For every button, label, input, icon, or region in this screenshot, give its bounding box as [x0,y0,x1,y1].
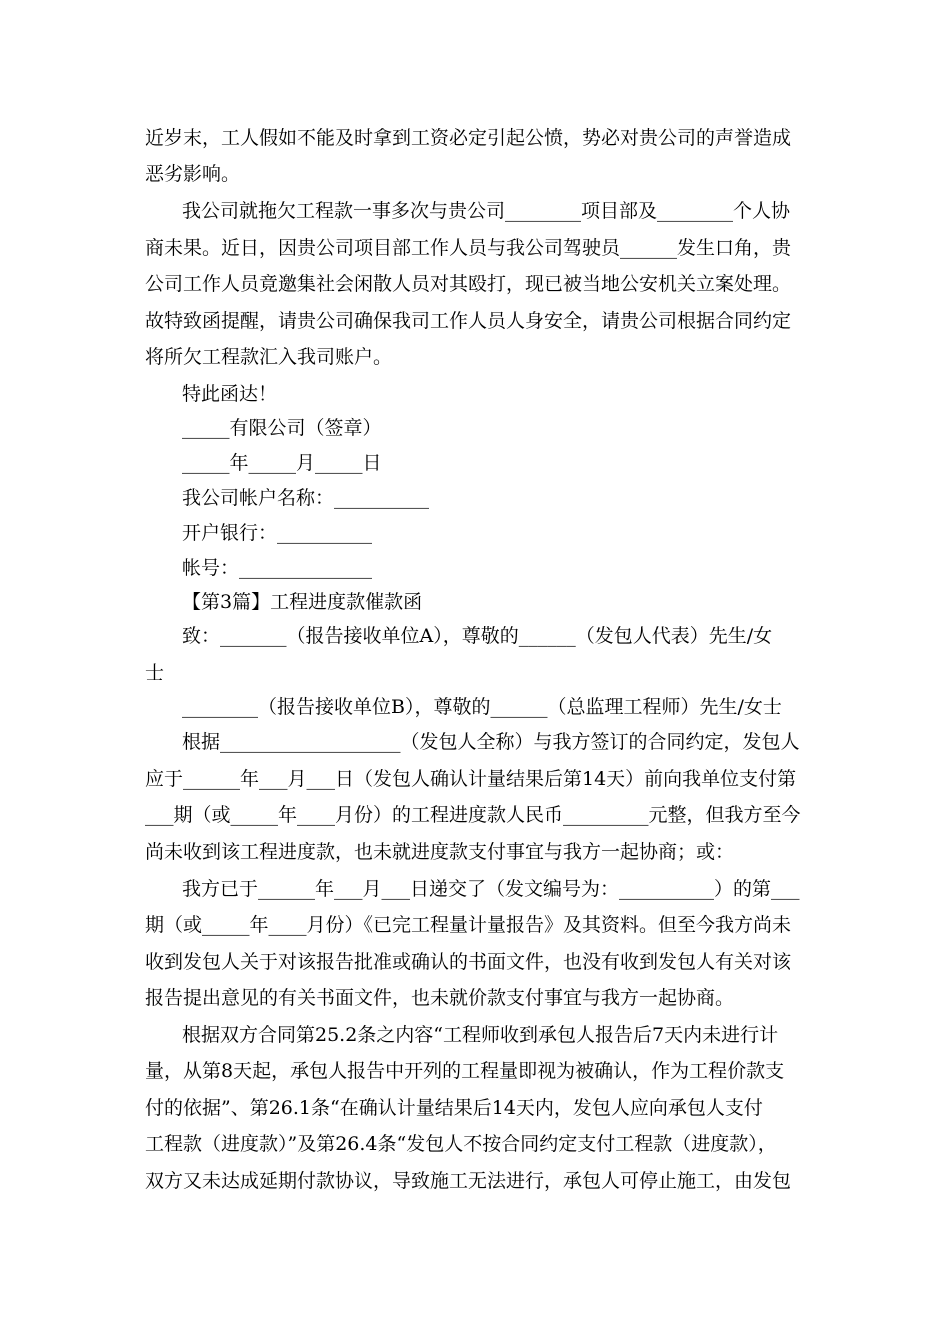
signature-company: _____有限公司（签章） [182,417,382,439]
paragraph-line: 我公司就拖欠工程款一事多次与贵公司________项目部及________个人协 [182,200,791,222]
account-number: 帐号：______________ [182,557,373,579]
paragraph-line: 根据___________________（发包人全称）与我方签订的合同约定，发包人 [182,731,800,753]
text-line: 报告提出意见的有关书面文件，也未就价款支付事宜与我方一起协商。 [145,987,735,1009]
text-line: 将所欠工程款汇入我司账户。 [145,346,393,368]
text-line: 商未果。近日，因贵公司项目部工作人员与我公司驾驶员______发生口角，贵 [145,237,792,259]
text-line: 公司工作人员竟邀集社会闲散人员对其殴打，现已被当地公安机关立案处理。 [145,273,792,295]
text-line: 尚未收到该工程进度款，也未就进度款支付事宜与我方一起协商；或： [145,841,735,863]
addressee-line: ________（报告接收单位B），尊敬的______（总监理工程师）先生/女士 [182,696,782,718]
text-line: 恶劣影响。 [145,163,241,185]
account-name: 我公司帐户名称：__________ [182,487,430,509]
signature-date: _____年_____月_____日 [182,452,382,474]
paragraph-line: 根据双方合同第25.2条之内容“工程师收到承包人报告后7天内未进行计 [182,1024,779,1046]
text-line: 期（或_____年____月份）《已完工程量计量报告》及其资料。但至今我方尚未 [145,914,792,936]
closing-line: 特此函达！ [182,383,278,405]
text-line: 工程款（进度款）”及第26.4条“发包人不按合同约定支付工程款（进度款）， [145,1133,777,1155]
text-line: 近岁末，工人假如不能及时拿到工资必定引起公愤，势必对贵公司的声誉造成 [145,127,792,149]
text-line: 应于______年___月___日（发包人确认计量结果后第14天）前向我单位支付第 [145,768,797,790]
addressee-line: 致：_______（报告接收单位A），尊敬的______（发包人代表）先生/女 [182,625,773,647]
text-line: 故特致函提醒，请贵公司确保我司工作人员人身安全，请贵公司根据合同约定 [145,310,792,332]
text-line: ___期（或_____年____月份）的工程进度款人民币_________元整，但我方至今 [145,804,801,826]
section-heading: 【第3篇】工程进度款催款函 [182,591,423,613]
text-line: 量，从第8天起，承包人报告中开列的工程量即视为被确认，作为工程价款支 [145,1060,785,1082]
paragraph-line: 我方已于______年___月___日递交了（发文编号为：__________）的第___ [182,878,800,900]
text-line: 士 [145,662,165,684]
text-line: 双方又未达成延期付款协议，导致施工无法进行，承包人可停止施工，由发包 [145,1170,792,1192]
account-bank: 开户银行：__________ [182,522,373,544]
text-line: 付的依据”、第26.1条“在确认计量结果后14天内，发包人应向承包人支付 [145,1097,763,1119]
text-line: 收到发包人关于对该报告批准或确认的书面文件，也没有收到发包人有关对该 [145,951,792,973]
